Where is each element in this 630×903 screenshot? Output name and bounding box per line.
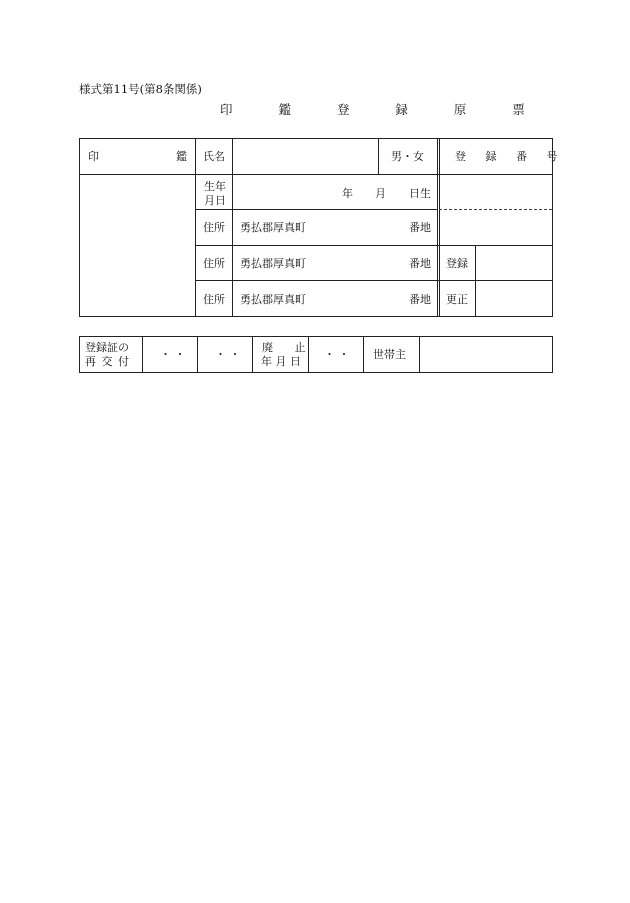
- divider-row-4: [195, 280, 552, 281]
- reissue-label-line1: 登録証の: [85, 341, 129, 354]
- correction-side-label: 更正: [446, 293, 468, 306]
- divider-seal-column: [195, 139, 196, 316]
- divider-row-2: [195, 209, 438, 210]
- reissue-date-1[interactable]: ・ ・: [160, 348, 186, 361]
- birth-label-line2: 月日: [204, 194, 226, 207]
- address-town: 勇払郡厚真町: [240, 293, 306, 306]
- address-label: 住所: [203, 257, 225, 270]
- divider-gender-cell: [378, 139, 379, 174]
- address-town: 勇払郡厚真町: [240, 257, 306, 270]
- household-head-label: 世帯主: [373, 348, 406, 361]
- divider-registration-dashed: [439, 209, 552, 210]
- name-label: 氏名: [203, 150, 225, 163]
- reissue-date-2[interactable]: ・ ・: [215, 348, 241, 361]
- registration-side-label: 登録: [446, 257, 468, 270]
- divider-label-column: [232, 139, 233, 316]
- abolish-label-line2: 年 月 日: [261, 355, 301, 368]
- divider-household-label: [419, 337, 420, 372]
- divider-registration-column-a: [437, 139, 438, 316]
- reissue-abolish-table: [79, 336, 553, 373]
- divider-row-3: [195, 245, 552, 246]
- birth-day-label: 日生: [409, 187, 431, 200]
- address-banchi: 番地: [409, 257, 431, 270]
- divider-reissue-label: [142, 337, 143, 372]
- divider-date-3: [363, 337, 364, 372]
- address-town: 勇払郡厚真町: [240, 221, 306, 234]
- document-title: 印 鑑 登 録 原 票: [220, 102, 546, 117]
- abolish-label-line1: 廃 止: [262, 341, 315, 354]
- gender-selector[interactable]: 男・女: [391, 150, 424, 163]
- address-label: 住所: [203, 293, 225, 306]
- reissue-label-line2: 再 交 付: [85, 355, 130, 368]
- divider-row-1: [80, 174, 552, 175]
- registration-number-header: 登 録 番 号: [455, 150, 566, 163]
- birth-year-label: 年: [342, 187, 353, 200]
- divider-date-1: [197, 337, 198, 372]
- address-banchi: 番地: [409, 221, 431, 234]
- seal-label-left: 印: [88, 150, 99, 163]
- divider-registration-column-b: [439, 139, 440, 316]
- birth-month-label: 月: [375, 187, 386, 200]
- seal-label-right: 鑑: [176, 150, 187, 163]
- abolish-date[interactable]: ・ ・: [324, 348, 350, 361]
- address-banchi: 番地: [409, 293, 431, 306]
- birth-label-line1: 生年: [204, 180, 226, 193]
- address-label: 住所: [203, 221, 225, 234]
- seal-registration-table: [79, 138, 566, 317]
- divider-date-2: [252, 337, 253, 372]
- form-number: 様式第11号(第8条関係): [79, 82, 202, 96]
